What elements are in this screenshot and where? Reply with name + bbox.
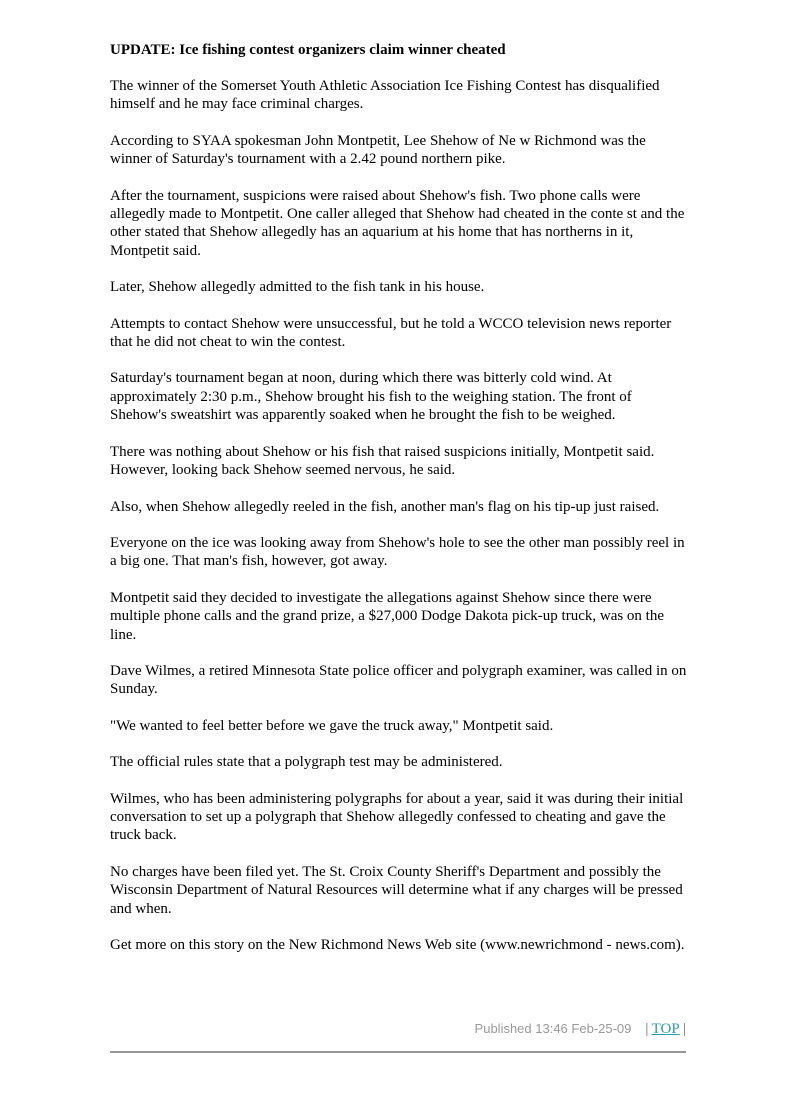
paragraph-9: Everyone on the ice was looking away from Shehow's hole to see the other man possibly reel in a big one. That man's fish, however, got away. <box>110 534 685 570</box>
paragraph-6: Saturday's tournament began at noon, during which there was bitterly cold wind. At approximately 2:30 p.m., Shehow brought his fish to the weighing station. The front of Shehow's sweatshirt was apparently soaked when he brought the fish to be weighed. <box>110 370 632 424</box>
pipe-separator-right: | <box>682 1021 686 1037</box>
footer-divider <box>110 1051 686 1053</box>
paragraph-10: Montpetit said they decided to investigate the allegations against Shehow since there were multiple phone calls and the grand prize, a $27,000 Dodge Dakota pick-up truck, was on the line. <box>110 589 665 643</box>
paragraph-8: Also, when Shehow allegedly reeled in the fish, another man's flag on his tip-up just raised. <box>110 498 660 515</box>
article-headline: UPDATE: Ice fishing contest organizers claim winner cheated <box>110 42 506 58</box>
paragraph-3: After the tournament, suspicions were raised about Shehow's fish. Two phone calls were allegedly made to Montpetit. One caller alleged that Shehow had cheated in the conte st and the other stated that Shehow allegedly has an aquarium at his home that has northerns in it, Montpetit said. <box>110 187 685 259</box>
paragraph-2: According to SYAA spokesman John Montpetit, Lee Shehow of Ne w Richmond was the winner of Saturday's tournament with a 2.42 pound northern pike. <box>110 132 646 168</box>
paragraph-5: Attempts to contact Shehow were unsuccessful, but he told a WCCO television news reporter that he did not cheat to win the contest. <box>110 315 672 351</box>
top-link[interactable]: TOP <box>651 1021 680 1037</box>
paragraph-1: The winner of the Somerset Youth Athletic Association Ice Fishing Contest has disqualified himself and he may face criminal charges. <box>110 78 660 113</box>
paragraph-11: Dave Wilmes, a retired Minnesota State police officer and polygraph examiner, was called in on Sunday. <box>110 662 687 698</box>
paragraph-15: No charges have been filed yet. The St. Croix County Sheriff's Department and possibly the Wisconsin Department of Natural Resources will determine what if any charges will be pressed and when. <box>110 863 683 917</box>
published-timestamp: Published 13:46 Feb-25-09 <box>474 1021 632 1036</box>
paragraph-12: "We wanted to feel better before we gave the truck away," Montpetit said. <box>110 717 554 734</box>
pipe-separator-left: | <box>645 1021 649 1037</box>
paragraph-14: Wilmes, who has been administering polygraphs for about a year, said it was during their initial conversation to set up a polygraph that Shehow allegedly confessed to cheating and gave the truck back. <box>110 790 684 844</box>
paragraph-4: Later, Shehow allegedly admitted to the fish tank in his house. <box>110 279 485 296</box>
paragraph-16: Get more on this story on the New Richmond News Web site (www.newrichmond - news.com). <box>110 937 685 953</box>
article <box>110 40 690 972</box>
paragraph-13: The official rules state that a polygraph test may be administered. <box>110 754 503 771</box>
article-footer <box>110 1021 686 1041</box>
paragraph-7: There was nothing about Shehow or his fish that raised suspicions initially, Montpetit said. However, looking back Shehow seemed nervous, he said. <box>110 443 655 479</box>
